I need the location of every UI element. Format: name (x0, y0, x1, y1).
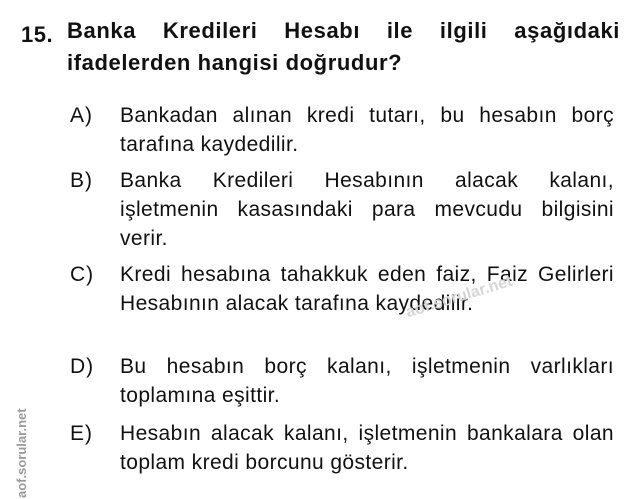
option-letter: C) (70, 263, 95, 286)
question-number: 15. (21, 22, 54, 47)
diagonal-watermark: aof.sorular.net (404, 272, 515, 322)
option-letter: B) (70, 169, 93, 192)
option-letter: D) (70, 355, 95, 378)
option-text: Bu hesabın borç kalanı, işletmenin varlıkları toplamına eşittir. (120, 355, 614, 407)
option-text: Bankadan alınan kredi tutarı, bu hesabın borç tarafına kaydedilir. (120, 104, 614, 156)
option-text: Hesabın alacak kalanı, işletmenin bankalara olan toplam kredi borcunu gösterir. (120, 422, 614, 474)
option-letter: A) (70, 104, 93, 127)
option-text: Kredi hesabına tahakkuk eden faiz, Faiz Gelirleri Hesabının alacak tarafına kaydedilir. (120, 263, 614, 315)
option-text: Banka Kredileri Hesabının alacak kalanı, işletmenin kasasındaki para mevcudu bilgisini verir. (120, 169, 614, 250)
option-letter: E) (70, 422, 93, 445)
side-watermark: aof.sorular.net (14, 408, 29, 498)
question-text: Banka Kredileri Hesabı ile ilgili aşağıdaki ifadelerden hangisi doğrudur? (67, 18, 620, 75)
